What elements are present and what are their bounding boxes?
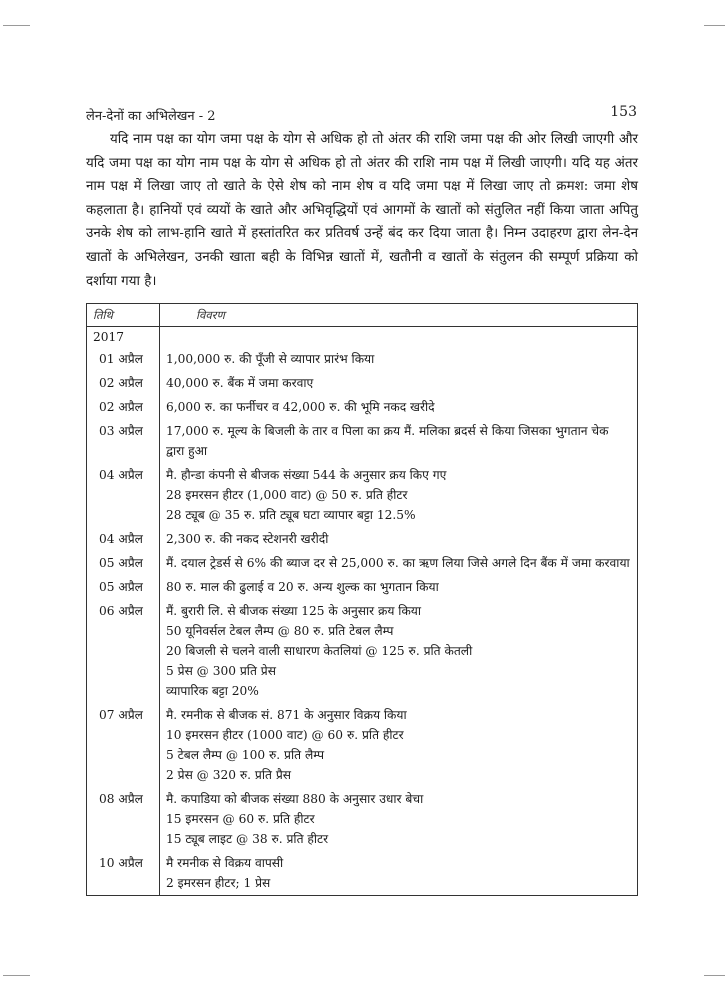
running-head: लेन-देनों का अभिलेखन - 2	[86, 109, 216, 124]
description-line: 5 टेबल लैम्प @ 100 रु. प्रति लैम्प	[166, 748, 325, 762]
date-cell: 02 अप्रैल	[87, 371, 160, 395]
description-line: द्वारा हुआ	[166, 444, 208, 458]
crop-mark-bottom-left	[3, 975, 30, 976]
description-line: 28 इमरसन हीटर (1,000 वाट) @ 50 रु. प्रति हीटर	[166, 488, 408, 502]
date-cell: 02 अप्रैल	[87, 395, 160, 419]
date-cell: 08 अप्रैल	[87, 787, 160, 851]
description-line: 2,300 रु. की नकद स्टेशनरी खरीदी	[166, 532, 329, 546]
crop-mark-top-left	[3, 25, 30, 26]
description-cell	[160, 787, 638, 851]
date-cell: 07 अप्रैल	[87, 703, 160, 787]
description-line: मै रमनीक से विक्रय वापसी	[166, 856, 284, 870]
page-number: 153	[610, 104, 637, 120]
year-desc-cell	[160, 327, 638, 348]
table-row	[87, 575, 638, 599]
description-cell	[160, 703, 638, 787]
date-cell: 03 अप्रैल	[87, 419, 160, 463]
description-cell	[160, 575, 638, 599]
date-cell: 05 अप्रैल	[87, 551, 160, 575]
date-cell: 01 अप्रैल	[87, 347, 160, 371]
description-cell	[160, 463, 638, 527]
year-cell: 2017	[87, 327, 160, 348]
description-cell	[160, 395, 638, 419]
description-line: मै. कपाडिया को बीजक संख्या 880 के अनुसार उधार बेचा	[166, 792, 424, 806]
date-cell: 05 अप्रैल	[87, 575, 160, 599]
description-line: 80 रु. माल की ढुलाई व 20 रु. अन्य शुल्क का भुगतान किया	[166, 580, 439, 594]
transactions-table	[86, 303, 638, 896]
description-line: 10 इमरसन हीटर (1000 वाट) @ 60 रु. प्रति हीटर	[166, 728, 404, 742]
date-cell: 04 अप्रैल	[87, 463, 160, 527]
crop-mark-top-right	[704, 25, 725, 26]
crop-mark-bottom-right	[704, 975, 725, 976]
description-cell	[160, 527, 638, 551]
description-line: 20 बिजली से चलने वाली साधारण केतलियां @ 125 रु. प्रति केतली	[166, 644, 473, 658]
description-line: मैं. बुरारी लि. से बीजक संख्या 125 के अनुसार क्रय किया	[166, 604, 422, 618]
description-line: व्यापारिक बट्टा 20%	[166, 684, 259, 698]
description-cell	[160, 851, 638, 896]
description-line: 5 प्रेस @ 300 प्रति प्रेस	[166, 664, 276, 678]
table-row	[87, 851, 638, 896]
table-row	[87, 599, 638, 703]
description-line: मै. हौन्डा कंपनी से बीजक संख्या 544 के अनुसार क्रय किए गए	[166, 468, 447, 482]
description-line: 2 प्रेस @ 320 रु. प्रति प्रैस	[166, 768, 291, 782]
description-line: 2 इमरसन हीटर; 1 प्रेस	[166, 876, 271, 890]
description-cell	[160, 599, 638, 703]
table-row	[87, 419, 638, 463]
body-paragraph: यदि नाम पक्ष का योग जमा पक्ष के योग से अधिक हो तो अंतर की राशि जमा पक्ष की ओर लिखी जाएगी और यदि जमा पक्ष का योग नाम पक्ष के योग से अधिक हो तो अंतर की राशि नाम पक्ष में लिखी जाएगी। यदि यह अंतर नाम पक्ष में लिखा जाए तो खाते के ऐसे शेष को नाम शेष व यदि जमा पक्ष में लिखा जाए तो क्रमश: जमा शेष कहलाता है। हानियों एवं व्ययों के खाते और अभिवृद्धियों एवं आगमों के खातों को संतुलित नहीं किया जाता अपितु उनके शेष को लाभ-हानि खाते में हस्तांतरित कर प्रतिवर्ष उन्हें बंद कर दिया जाता है। निम्न उदाहरण द्वारा लेन-देन खातों के अभिलेखन, उनकी खाता बही के विभिन्न खातों में, खतौनी व खातों के संतुलन की सम्पूर्ण प्रक्रिया को दर्शाया गया है।	[86, 132, 638, 289]
description-line: मै. रमनीक से बीजक सं. 871 के अनुसार विक्रय किया	[166, 708, 407, 722]
description-line: 50 यूनिवर्सल टेबल लैम्प @ 80 रु. प्रति टेबल लैम्प	[166, 624, 394, 638]
date-cell: 10 अप्रैल	[87, 851, 160, 896]
description-line: 6,000 रु. का फर्नीचर व 42,000 रु. की भूमि नकद खरीदे	[166, 400, 435, 414]
date-cell: 04 अप्रैल	[87, 527, 160, 551]
table-row	[87, 463, 638, 527]
description-line: 28 ट्यूब @ 35 रु. प्रति ट्यूब घटा व्यापार बट्टा 12.5%	[166, 508, 416, 522]
table-row	[87, 347, 638, 371]
table-row	[87, 371, 638, 395]
description-cell	[160, 551, 638, 575]
year-row	[87, 327, 638, 348]
description-cell	[160, 371, 638, 395]
description-line: मैं. दयाल ट्रेडर्स से 6% की ब्याज दर से 25,000 रु. का ऋण लिया जिसे अगले दिन बैंक में जमा करवाया	[166, 556, 630, 570]
table-row	[87, 395, 638, 419]
header-date: तिथि	[87, 304, 160, 327]
description-cell	[160, 347, 638, 371]
description-line: 15 इमरसन @ 60 रु. प्रति हीटर	[166, 812, 315, 826]
table-row	[87, 527, 638, 551]
date-cell: 06 अप्रैल	[87, 599, 160, 703]
table-row	[87, 551, 638, 575]
table-row	[87, 787, 638, 851]
description-line: 40,000 रु. बैंक में जमा करवाए	[166, 376, 314, 390]
description-cell	[160, 419, 638, 463]
table-row	[87, 703, 638, 787]
description-line: 15 ट्यूब लाइट @ 38 रु. प्रति हीटर	[166, 832, 329, 846]
description-line: 17,000 रु. मूल्य के बिजली के तार व पिला का क्रय मैं. मलिका ब्रदर्स से किया जिसका भुगतान चेक	[166, 424, 609, 438]
header-description: विवरण	[160, 304, 638, 327]
table-header-row	[87, 304, 638, 327]
description-line: 1,00,000 रु. की पूँजी से व्यापार प्रारंभ किया	[166, 352, 375, 366]
